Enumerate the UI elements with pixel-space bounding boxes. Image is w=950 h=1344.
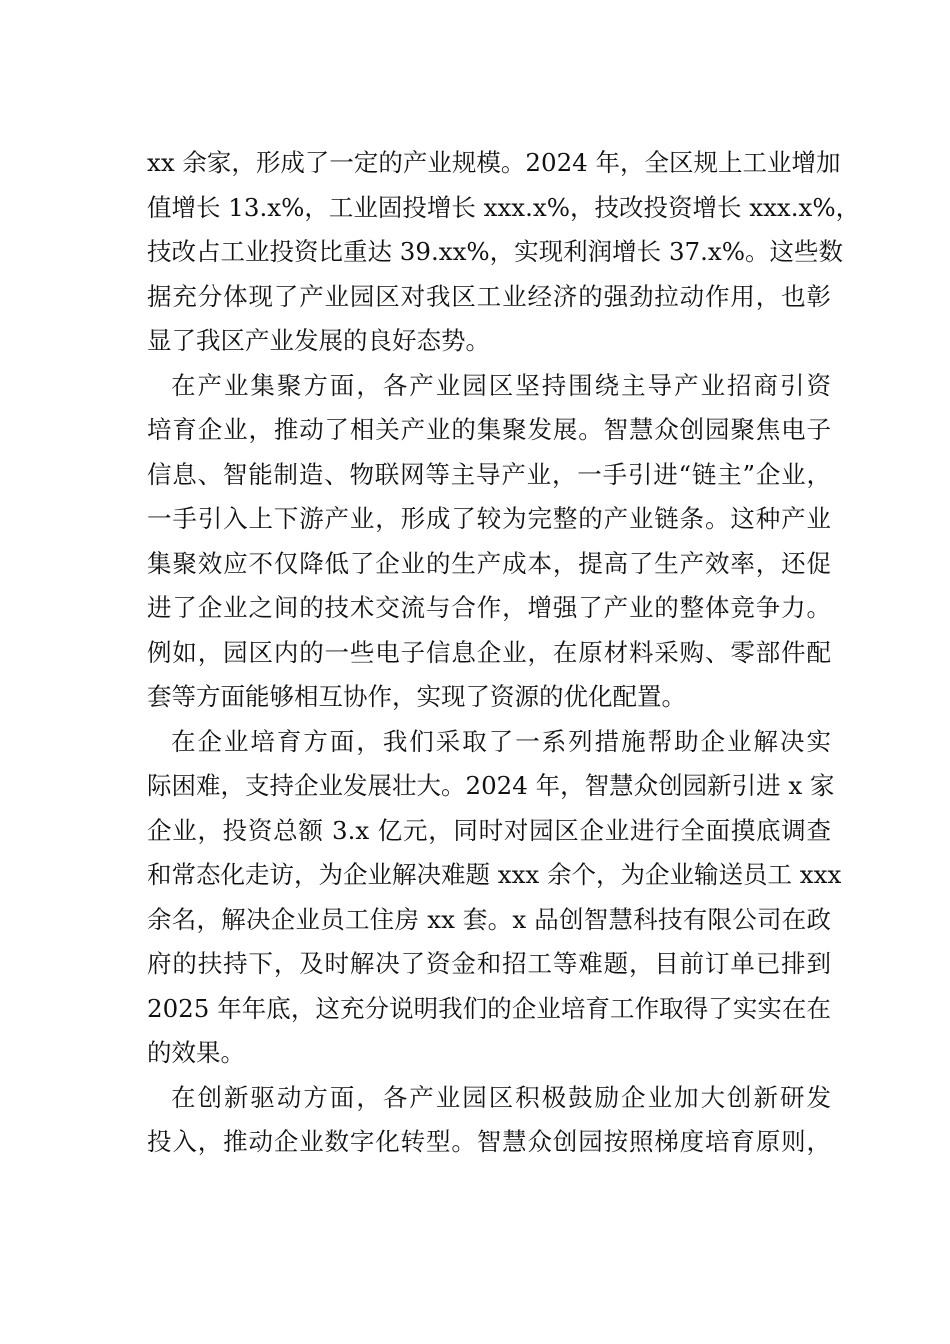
- paragraph: [147, 720, 842, 1076]
- text-line: 例如，园区内的一些电子信息企业，在原材料采购、零部件配: [147, 637, 831, 667]
- paragraph: [147, 1076, 831, 1165]
- text-line: 和常态化走访，为企业解决难题 xxx 余个，为企业输送员工 xxx: [147, 860, 842, 889]
- text-line: 2025 年年底，这充分说明我们的企业培育工作取得了实实在在: [147, 993, 831, 1023]
- text-line: 际困难，支持企业发展壮大。2024 年，智慧众创园新引进 x 家: [147, 771, 835, 800]
- text-line: 技改占工业投资比重达 39.xx%，实现利润增长 37.x%。这些数: [147, 237, 844, 266]
- paragraph: [147, 364, 831, 720]
- text-line: 投入，推动企业数字化转型。智慧众创园按照梯度培育原则，: [147, 1127, 831, 1156]
- text-line: 一手引入上下游产业，形成了较为完整的产业链条。这种产业: [147, 504, 831, 533]
- text-line: 在产业集聚方面，各产业园区坚持围绕主导产业招商引资: [171, 370, 831, 400]
- text-line: 进了企业之间的技术交流与合作，增强了产业的整体竞争力。: [147, 593, 831, 622]
- text-line: 在创新驱动方面，各产业园区积极鼓励企业加大创新研发: [171, 1082, 831, 1112]
- text-line: 企业，投资总额 3.x 亿元，同时对园区企业进行全面摸底调查: [147, 815, 831, 845]
- text-line: 集聚效应不仅降低了企业的生产成本，提高了生产效率，还促: [147, 548, 831, 578]
- paragraph: [147, 141, 861, 364]
- text-line: 显了我区产业发展的良好态势。: [147, 326, 490, 355]
- text-line: xx 余家，形成了一定的产业规模。2024 年，全区规上工业增加: [147, 148, 841, 177]
- text-line: 培育企业，推动了相关产业的集聚发展。智慧众创园聚焦电子: [147, 415, 831, 444]
- text-line: 据充分体现了产业园区对我区工业经济的强劲拉动作用，也彰: [147, 281, 831, 311]
- text-line: 套等方面能够相互协作，实现了资源的优化配置。: [147, 682, 686, 711]
- text-line: 府的扶持下，及时解决了资金和招工等难题，目前订单已排到: [147, 949, 831, 978]
- text-line: 的效果。: [147, 1038, 245, 1067]
- text-line: 值增长 13.x%，工业固投增长 xxx.x%，技改投资增长 xxx.x%，: [147, 192, 861, 222]
- text-line: 余名，解决企业员工住房 xx 套。x 品创智慧科技有限公司在政: [147, 904, 831, 934]
- text-line: 信息、智能制造、物联网等主导产业，一手引进“链主”企业，: [147, 459, 831, 489]
- document-page: [147, 141, 861, 1165]
- text-line: 在企业培育方面，我们采取了一系列措施帮助企业解决实: [171, 726, 831, 756]
